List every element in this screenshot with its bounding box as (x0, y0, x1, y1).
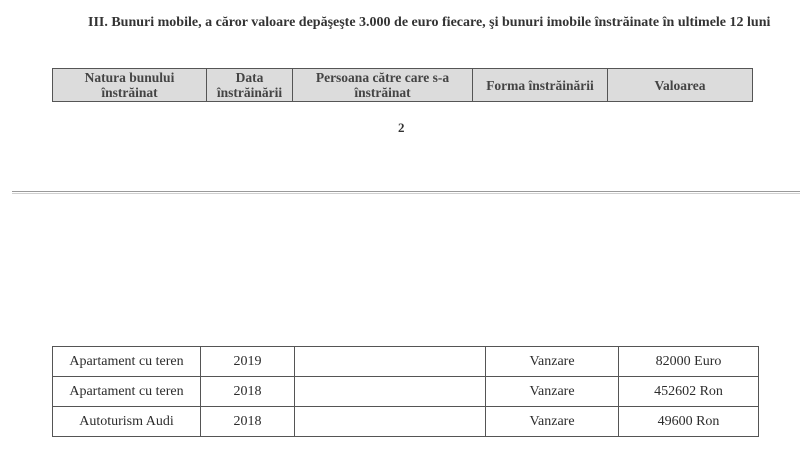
cell-form: Vanzare (486, 407, 619, 437)
table-row (53, 347, 759, 377)
header-person: Persoana către care s-a înstrăinat (293, 69, 473, 102)
cell-value: 82000 Euro (619, 347, 759, 377)
table-row (53, 407, 759, 437)
table-row (53, 377, 759, 407)
cell-value: 49600 Ron (619, 407, 759, 437)
page-number: 2 (398, 120, 405, 135)
header-form: Forma înstrăinării (473, 69, 608, 102)
cell-nature: Apartament cu teren (53, 377, 201, 407)
cell-value: 452602 Ron (619, 377, 759, 407)
cell-person (295, 347, 486, 377)
assets-data-table (52, 346, 759, 437)
page-divider (12, 191, 800, 192)
cell-date: 2018 (201, 407, 295, 437)
page-divider-shadow (12, 193, 800, 194)
cell-form: Vanzare (486, 347, 619, 377)
cell-nature: Autoturism Audi (53, 407, 201, 437)
cell-date: 2019 (201, 347, 295, 377)
cell-person (295, 377, 486, 407)
header-value: Valoarea (608, 69, 753, 102)
section-heading: III. Bunuri mobile, a căror valoare depăşeşte 3.000 de euro fiecare, şi bunuri imobile înstrăinate în ultimele 12 luni (88, 15, 771, 30)
table-header-row (53, 69, 753, 102)
header-nature: Natura bunului înstrăinat (53, 69, 207, 102)
header-date: Data înstrăinării (207, 69, 293, 102)
cell-nature: Apartament cu teren (53, 347, 201, 377)
cell-date: 2018 (201, 377, 295, 407)
assets-header-table (52, 68, 753, 102)
cell-form: Vanzare (486, 377, 619, 407)
cell-person (295, 407, 486, 437)
